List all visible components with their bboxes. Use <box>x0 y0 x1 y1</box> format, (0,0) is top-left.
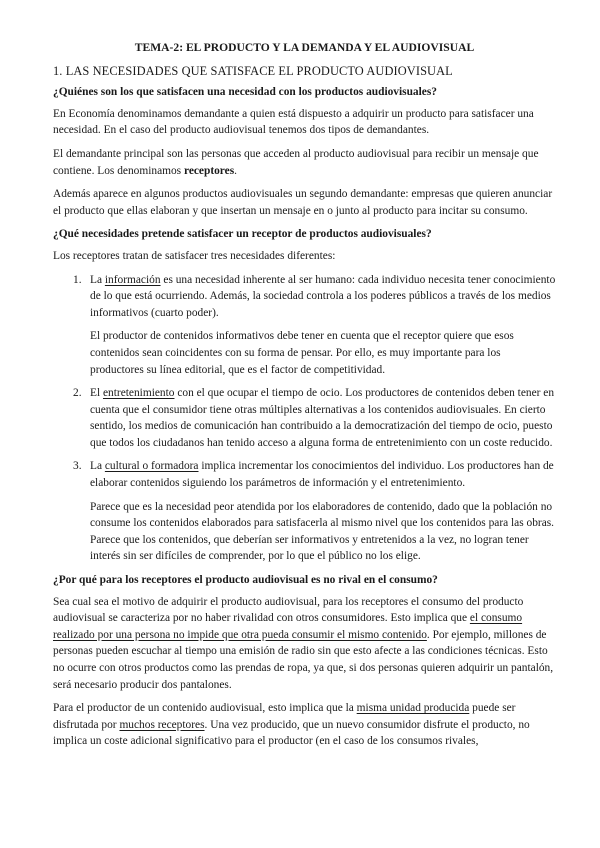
document-title: TEMA-2: EL PRODUCTO Y LA DEMANDA Y EL AUDIOVISUAL <box>134 41 475 54</box>
list-item <box>53 272 556 379</box>
needs-list <box>53 272 556 566</box>
paragraph: En Economía denominamos demandante a quien está dispuesto a adquirir un producto para satisfacer una necesidad. En el caso del producto audiovisual tenemos dos tipos de demandantes. <box>53 107 534 137</box>
paragraph: Los receptores tratan de satisfacer tres necesidades diferentes: <box>53 249 336 262</box>
paragraph: Además aparece en algunos productos audiovisuales un segundo demandante: empresas que quieren anunciar el producto que ellas elaboran y que insertan un mensaje en o junto al producto para incitar su consumo. <box>53 188 553 217</box>
list-item-text: La cultural o formadora implica incrementar los conocimientos del individuo. Los productores han de elaborar contenidos siguiendo los parámetros de información y el entretenimiento. <box>90 460 554 490</box>
question-1: ¿Quiénes son los que satisfacen una necesidad con los productos audiovisuales? <box>53 86 437 99</box>
bold-term: receptores <box>183 164 235 177</box>
underlined-term: cultural o formadora <box>104 460 199 473</box>
underlined-term: información <box>104 273 161 286</box>
paragraph: Para el productor de un contenido audiovisual, esto implica que la misma unidad producida puede ser disfrutada por muchos receptores. Una vez producido, que un nuevo consumidor disfrute el producto, no implica un coste adicional significativo para el productor (en el caso de los consumos rivales, <box>53 702 530 748</box>
list-item-text: La información es una necesidad inherente al ser humano: cada individuo necesita tener conocimiento de lo que está ocurriendo. Además, la sociedad controla a los poderes públicos a través de los medios informativos (cuarto poder). <box>90 273 556 319</box>
paragraph: Sea cual sea el motivo de adquirir el producto audiovisual, para los receptores el consumo del producto audiovisual se caracteriza por no haber rivalidad con otros consumidores. Esto implica que el consumo realizado por una persona no impide que otra pueda consumir el mismo contenido. Por ejemplo, millones de personas pueden escuchar al tiempo una emisión de radio sin que esto afecte a las condiciones técnicas. Esto no ocurre con otros productos como las prendas de ropa, ya que, si dos personas quieren adquirir un pantalón, será necesario producir dos pantalones. <box>53 595 554 691</box>
list-number: 3. <box>73 460 82 473</box>
underlined-term: entretenimiento <box>102 387 175 400</box>
underlined-phrase: muchos receptores <box>119 718 205 731</box>
section-heading: 1. LAS NECESIDADES QUE SATISFACE EL PRODUCTO AUDIOVISUAL <box>53 63 453 78</box>
list-number: 1. <box>73 273 82 286</box>
list-number: 2. <box>73 387 82 400</box>
underlined-phrase: misma unidad producida <box>356 702 470 715</box>
paragraph: El demandante principal son las personas que acceden al producto audiovisual para recibir un mensaje que contiene. Los denominamos receptores. <box>53 147 539 177</box>
underlined-phrase: el consumo realizado por una persona no impide que otra pueda consumir el mismo contenido <box>53 612 523 641</box>
list-item-subparagraph: El productor de contenidos informativos debe tener en cuenta que el receptor quiere que esos contenidos sean coincidentes con su forma de pensar. Por ello, es muy importante para los productores su línea editorial, que es el factor de competitividad. <box>90 330 514 376</box>
question-3: ¿Por qué para los receptores el producto audiovisual es no rival en el consumo? <box>53 574 438 587</box>
list-item <box>53 385 556 451</box>
list-item-subparagraph: Parece que es la necesidad peor atendida por los elaboradores de contenido, dado que la población no consume los contenidos elaborados para satisfacerla al mismo nivel que los contenidos para las obras. Parece que los contenidos, que deberían ser informativos y entretenidos a la vez, no logran tener interés sin ser difíciles de comprender, por lo que el público no los elige. <box>90 500 555 563</box>
list-item-text: El entretenimiento con el que ocupar el tiempo de ocio. Los productores de contenidos deben tener en cuenta que el consumidor tiene otras múltiples alternativas a los contenidos audiovisuales. En cierto sentido, los medios de comunicación han contribuido a la democratización del tiempo de ocio, puesto que todos los ciudadanos han tenido acceso a alguna forma de entretenimiento con un coste reducido. <box>90 387 555 449</box>
question-2: ¿Qué necesidades pretende satisfacer un receptor de productos audiovisuales? <box>53 228 432 241</box>
list-item <box>53 458 556 565</box>
